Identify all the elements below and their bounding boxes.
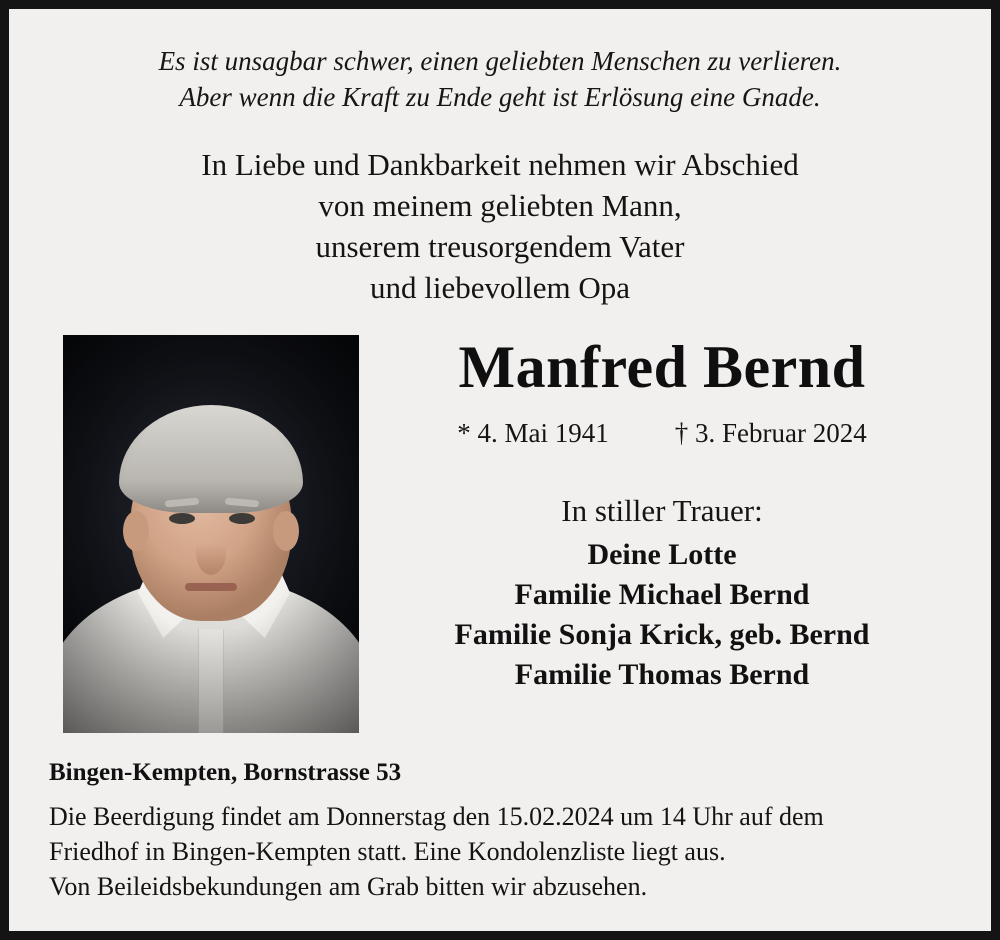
intro-block [43, 145, 957, 309]
deceased-name: Manfred Bernd [458, 333, 866, 400]
info-line: Von Beileidsbekundungen am Grab bitten wir abzusehen. [49, 872, 648, 902]
death-date: † 3. Februar 2024 [674, 418, 867, 449]
verse-line: Es ist unsagbar schwer, einen geliebten Menschen zu verlieren. [158, 46, 842, 76]
info-line: Friedhof in Bingen-Kempten statt. Eine Kondolenzliste liegt aus. [49, 837, 726, 867]
photo-vignette [63, 335, 359, 733]
intro-line: unserem treusorgendem Vater [315, 229, 685, 265]
intro-line: und liebevollem Opa [370, 270, 630, 306]
info-line: Die Beerdigung findet am Donnerstag den 15.02.2024 um 14 Uhr auf dem [49, 801, 824, 831]
mourning-title: In stiller Trauer: [561, 493, 763, 529]
portrait-photo [63, 335, 359, 733]
intro-line: In Liebe und Dankbarkeit nehmen wir Abschied [201, 147, 799, 183]
verse-block [43, 43, 957, 115]
portrait-container [43, 331, 359, 733]
intro-line: von meinem geliebten Mann, [318, 188, 682, 224]
mourners-list [373, 535, 951, 695]
funeral-info [49, 799, 957, 904]
mourner-line: Familie Thomas Bernd [514, 657, 810, 691]
middle-section [43, 331, 957, 733]
deceased-details [359, 331, 957, 695]
life-dates [373, 418, 951, 449]
mourner-line: Familie Sonja Krick, geb. Bernd [454, 617, 870, 651]
address-line: Bingen-Kempten, Bornstrasse 53 [49, 758, 402, 786]
verse-line: Aber wenn die Kraft zu Ende geht ist Erlösung eine Gnade. [179, 82, 821, 113]
footer-section [43, 759, 957, 904]
mourner-line: Familie Michael Bernd [514, 578, 810, 612]
birth-date: * 4. Mai 1941 [457, 418, 609, 449]
mourner-line: Deine Lotte [587, 538, 737, 572]
